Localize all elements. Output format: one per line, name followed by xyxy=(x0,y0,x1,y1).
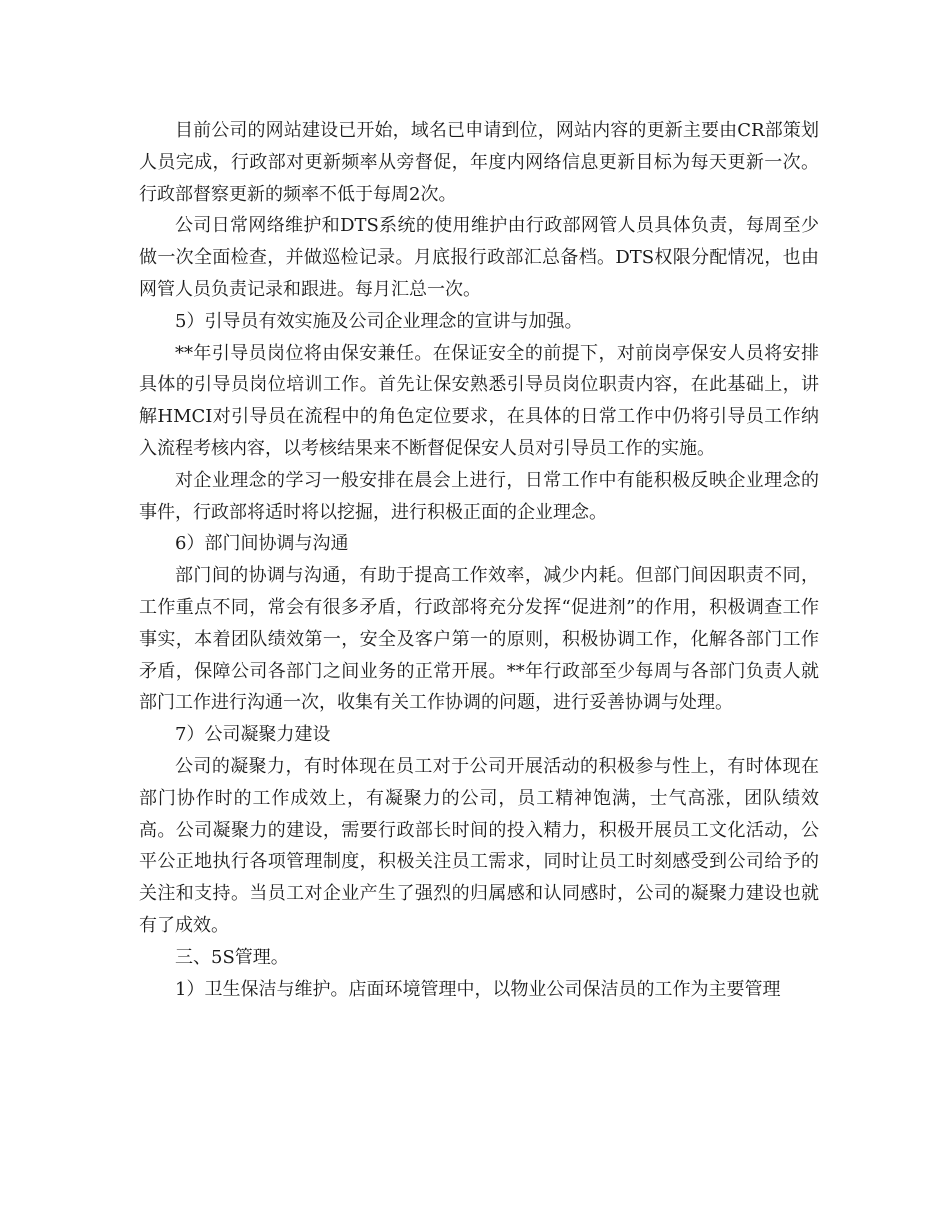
document-body xyxy=(139,115,819,1005)
paragraph-guide-training: **年引导员岗位将由保安兼任。在保证安全的前提下，对前岗亭保安人员将安排具体的引导员岗位培训工作。首先让保安熟悉引导员岗位职责内容，在此基础上，讲解HMCI对引导员在流程中的角色定位要求，在具体的日常工作中仍将引导员工作纳入流程考核内容，以考核结果来不断督促保安人员对引导员工作的实施。 xyxy=(139,342,819,459)
paragraph-corporate-philosophy: 对企业理念的学习一般安排在晨会上进行，日常工作中有能积极反映企业理念的事件，行政部将适时将以挖掘，进行积极正面的企业理念。 xyxy=(139,469,819,523)
paragraph-coordination: 部门间的协调与沟通，有助于提高工作效率，减少内耗。但部门间因职责不同，工作重点不同，常会有很多矛盾，行政部将充分发挥“促进剂”的作用，积极调查工作事实，本着团队绩效第一，安全及客户第一的原则，积极协调工作，化解各部门工作矛盾，保障公司各部门之间业务的正常开展。**年行政部至少每周与各部门负责人就部门工作进行沟通一次，收集有关工作协调的问题，进行妥善协调与处理。 xyxy=(139,565,819,714)
section-heading-coordination: 6）部门间协调与沟通 xyxy=(175,533,349,555)
paragraph-website-update: 目前公司的网站建设已开始，域名已申请到位，网站内容的更新主要由CR部策划人员完成，行政部对更新频率从旁督促，年度内网络信息更新目标为每天更新一次。行政部督察更新的频率不低于每周2次。 xyxy=(139,120,819,205)
section-heading-guide: 5）引导员有效实施及公司企业理念的宣讲与加强。 xyxy=(175,310,583,332)
paragraph-cohesion: 公司的凝聚力，有时体现在员工对于公司开展活动的积极参与性上，有时体现在部门协作时的工作成效上，有凝聚力的公司，员工精神饱满，士气高涨，团队绩效高。公司凝聚力的建设，需要行政部长时间的投入精力，积极开展员工文化活动，公平公正地执行各项管理制度，积极关注员工需求，同时让员工时刻感受到公司给予的关注和支持。当员工对企业产生了强烈的归属感和认同感时，公司的凝聚力建设也就有了成效。 xyxy=(139,755,819,936)
paragraph-cleaning: 1）卫生保洁与维护。店面环境管理中，以物业公司保洁员的工作为主要管理 xyxy=(175,978,781,1000)
section-heading-5s: 三、5S管理。 xyxy=(175,946,289,968)
section-heading-cohesion: 7）公司凝聚力建设 xyxy=(175,724,331,746)
paragraph-network-maintenance: 公司日常网络维护和DTS系统的使用维护由行政部网管人员具体负责，每周至少做一次全面检查，并做巡检记录。月底报行政部汇总备档。DTS权限分配情况，也由网管人员负责记录和跟进。每月汇总一次。 xyxy=(139,215,819,300)
